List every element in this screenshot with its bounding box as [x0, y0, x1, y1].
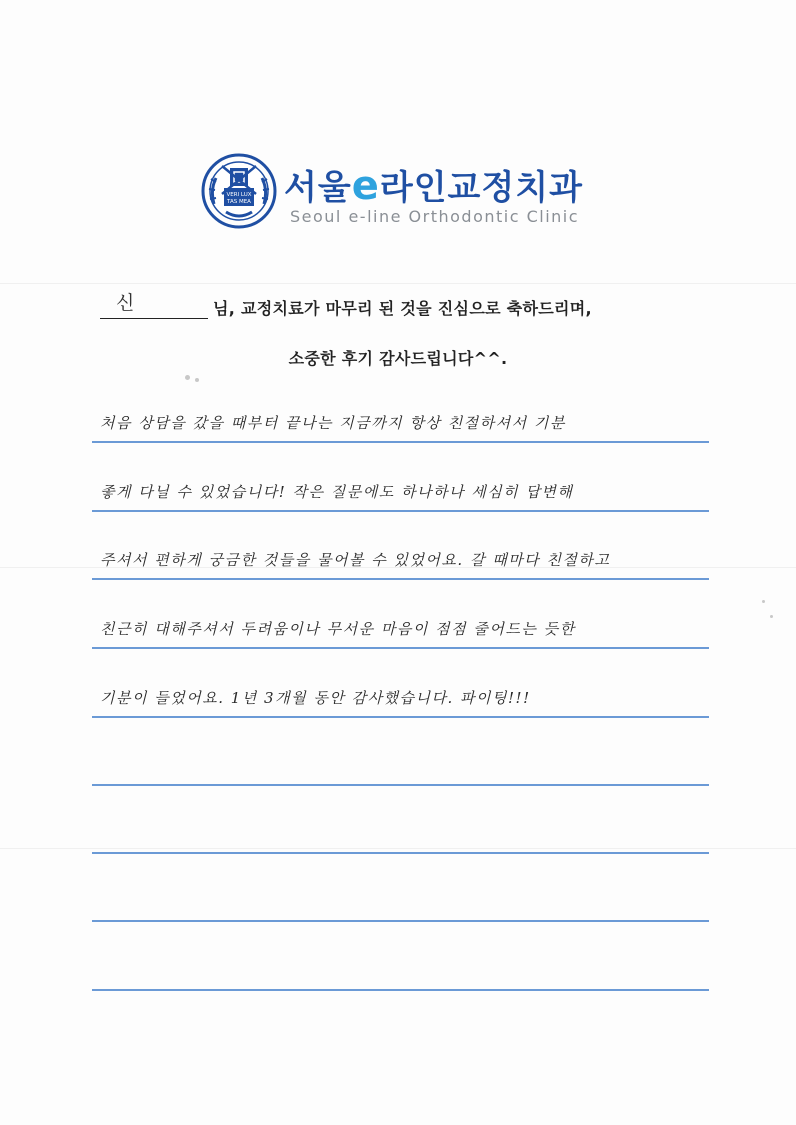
paper-speck [195, 378, 199, 382]
name-underline [100, 318, 208, 319]
ruled-line [92, 578, 709, 580]
paper-speck [770, 615, 773, 618]
greeting-line [100, 288, 720, 328]
handwritten-line: 친근히 대해주셔서 두려움이나 무서운 마음이 점점 줄어드는 듯한 [100, 620, 576, 638]
patient-name: 신 [116, 292, 135, 314]
clinic-name-prefix: 서울 [284, 168, 352, 208]
handwritten-line: 좋게 다닐 수 있었습니다! 작은 질문에도 하나하나 세심히 답변해 [100, 483, 574, 501]
clinic-seal-icon [200, 152, 278, 230]
ruled-line [92, 716, 709, 718]
thanks-text: 소중한 후기 감사드립니다^^. [288, 349, 508, 368]
paper-speck [762, 600, 765, 603]
paper-speck [185, 375, 190, 380]
handwritten-line: 처음 상담을 갔을 때부터 끝나는 지금까지 항상 친절하셔서 기분 [100, 414, 566, 432]
fold-crease [0, 283, 796, 284]
seal-motto-top: VERI LUX [226, 192, 252, 198]
ruled-line [92, 989, 709, 991]
clinic-logo [200, 150, 620, 240]
seal-motto-bottom: TAS MEA [227, 199, 251, 205]
handwritten-line: 주셔서 편하게 궁금한 것들을 물어볼 수 있었어요. 갈 때마다 친절하고 [100, 551, 611, 569]
ruled-line [92, 647, 709, 649]
clinic-name-english: Seoul e-line Orthodontic Clinic [290, 207, 580, 226]
fold-crease [0, 848, 796, 849]
ruled-line [92, 510, 709, 512]
greeting-text: 님, 교정치료가 마무리 된 것을 진심으로 축하드리며, [213, 299, 592, 318]
ruled-line [92, 920, 709, 922]
ruled-line [92, 441, 709, 443]
clinic-name-suffix: 라인교정치과 [379, 168, 583, 208]
ruled-line [92, 784, 709, 786]
ruled-line [92, 852, 709, 854]
handwritten-line: 기분이 들었어요. 1년 3개월 동안 감사했습니다. 파이팅!!! [100, 689, 531, 707]
clinic-name-e: e [351, 163, 380, 209]
clinic-name-korean [284, 160, 583, 209]
